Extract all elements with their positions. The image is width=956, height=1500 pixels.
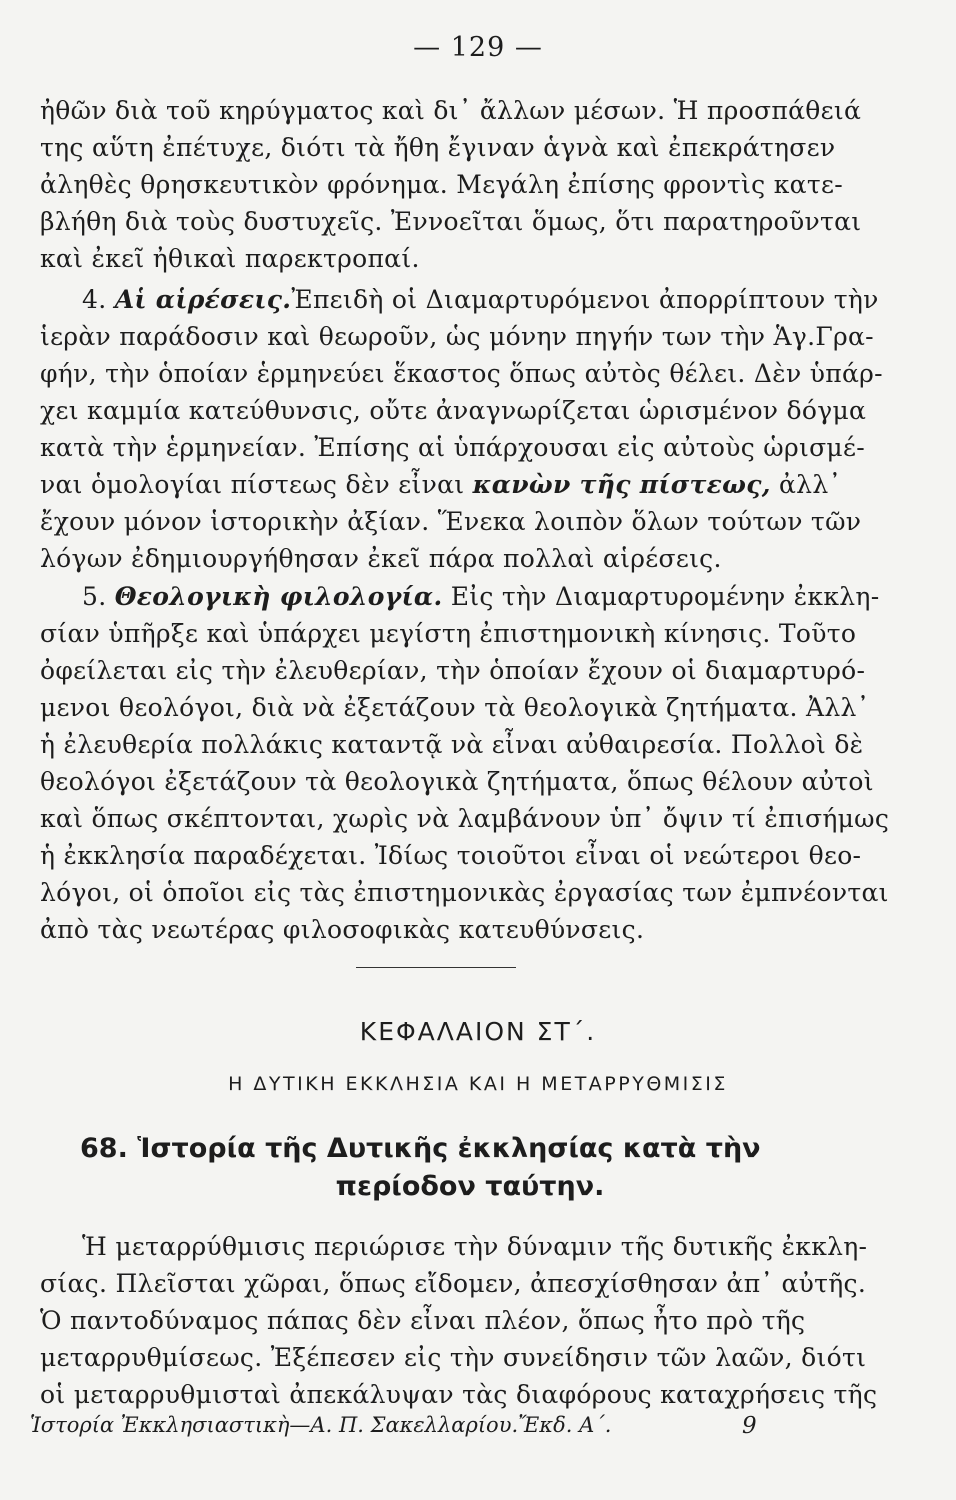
text-line: κατὰ τὴν ἑρμηνείαν. Ἐπίσης αἱ ὑπάρχουσαι εἰς αὐτοὺς ὡρισμέ- [40, 433, 865, 462]
emphasis: κανὼν τῆς πίστεως, [472, 470, 771, 499]
text-line: Ὁ παντοδύναμος πάπας δὲν εἶναι πλέον, ὅπως ἦτο πρὸ τῆς [40, 1306, 806, 1335]
text-line [40, 466, 842, 503]
chapter-title: Η ΔΥΤΙΚΗ ΕΚΚΛΗΣΙΑ ΚΑΙ Η ΜΕΤΑΡΡΥΘΜΙΣΙΣ [228, 1073, 728, 1095]
text-run: ἀλλ᾿ [770, 470, 842, 499]
text-line: ἠθῶν διὰ τοῦ κηρύγματος καὶ δι᾿ ἄλλων μέσων. Ἡ προσπάθειά [40, 96, 862, 125]
paragraph-continued [40, 92, 862, 277]
item-4-heresies [40, 281, 883, 577]
text-line: ἡ ἐκκλησία παραδέχεται. Ἰδίως τοιοῦτοι εἶναι οἱ νεώτεροι θεο- [40, 841, 862, 870]
text-line: μεταρρυθμίσεως. Ἐξέπεσεν εἰς τὴν συνείδησιν τῶν λαῶν, διότι [40, 1343, 867, 1372]
item-5-first-line [40, 578, 880, 615]
book-citation: Ἱστορία Ἐκκλησιαστικὴ—Α. Π. Σακελλαρίου.Ἔκδ. Α΄. [30, 1413, 612, 1437]
text-line: μενοι θεολόγοι, διὰ νὰ ἐξετάζουν τὰ θεολογικὰ ζητήματα. Ἀλλ᾿ [40, 693, 870, 722]
text-line: ἀπὸ τὰς νεωτέρας φιλοσοφικὰς κατευθύνσεις. [40, 915, 645, 944]
text-line: ἡ ἐλευθερία πολλάκις καταντᾷ νὰ εἶναι αὐθαιρεσία. Πολλοὶ δὲ [40, 730, 864, 759]
text-line: βλήθη διὰ τοὺς δυστυχεῖς. Ἐννοεῖται ὅμως, ὅτι παρατηροῦνται [40, 207, 862, 236]
run-in-heading: Θεολογικὴ φιλολογία. [114, 582, 443, 611]
item-number: 5. [82, 582, 107, 611]
text-line: σίαν ὑπῆρξε καὶ ὑπάρχει μεγίστη ἐπιστημονικὴ κίνησις. Τοῦτο [40, 619, 857, 648]
section-divider [356, 967, 516, 968]
text-line: λόγων ἐδημιουργήθησαν ἐκεῖ πάρα πολλαὶ αἱρέσεις. [40, 544, 722, 573]
text-line: Ἡ μεταρρύθμισις περιώρισε τὴν δύναμιν τῆς δυτικῆς ἐκκλη- [82, 1232, 868, 1261]
text-line: ἔχουν μόνον ἱστορικὴν ἀξίαν. Ἕνεκα λοιπὸν ὅλων τούτων τῶν [40, 507, 862, 536]
section-title-line-1: Ἱστορία τῆς Δυτικῆς ἐκκλησίας κατὰ τὴν [137, 1133, 761, 1164]
page-number: — 129 — [413, 32, 543, 63]
footer-line [30, 1413, 820, 1437]
text-line: σίας. Πλεῖσται χῶραι, ὅπως εἴδομεν, ἀπεσχίσθησαν ἀπ᾿ αὐτῆς. [40, 1269, 867, 1298]
text-line: χει καμμία κατεύθυνσις, οὔτε ἀναγνωρίζεται ὡρισμένον δόγμα [40, 396, 867, 425]
paragraph-reformation [40, 1228, 878, 1413]
section-heading [80, 1130, 840, 1206]
text-line: ἱερὰν παράδοσιν καὶ θεωροῦν, ὡς μόνην πηγήν των τὴν Ἁγ.Γρα- [40, 322, 874, 351]
text-line: οἱ μεταρρυθμισταὶ ἀπεκάλυψαν τὰς διαφόρους καταχρήσεις τῆς [40, 1380, 878, 1409]
item-number: 4. [82, 285, 107, 314]
text-line: φήν, τὴν ὁποίαν ἑρμηνεύει ἕκαστος ὅπως αὐτὸς θέλει. Δὲν ὑπάρ- [40, 359, 883, 388]
section-number: 68. [80, 1133, 128, 1164]
section-title-line-2: περίοδον ταύτην. [335, 1171, 605, 1202]
signature-mark: 9 [742, 1413, 757, 1439]
text-line: ἀληθὲς θρησκευτικὸν φρόνημα. Μεγάλη ἐπίσης φροντὶς κατε- [40, 170, 843, 199]
text-run: ναι ὁμολογίαι πίστεως δὲν εἶναι [40, 470, 473, 499]
chapter-label: ΚΕΦΑΛΑΙΟΝ ΣΤ΄. [359, 1017, 597, 1046]
text-run: Εἰς τὴν Διαμαρτυρομένην ἐκκλη- [442, 582, 880, 611]
text-line: θεολόγοι ἐξετάζουν τὰ θεολογικὰ ζητήματα, ὅπως θέλουν αὐτοὶ [40, 767, 874, 796]
text-line: της αὕτη ἐπέτυχε, διότι τὰ ἤθη ἔγιναν ἁγνὰ καὶ ἐπεκράτησεν [40, 133, 836, 162]
item-5-theological-literature [40, 578, 890, 948]
text-line: καὶ ἐκεῖ ἠθικαὶ παρεκτροπαί. [40, 244, 420, 273]
text-line: καὶ ὅπως σκέπτονται, χωρὶς νὰ λαμβάνουν ὑπ᾿ ὄψιν τί ἐπισήμως [40, 804, 890, 833]
run-in-heading: Αἱ αἱρέσεις. [114, 285, 292, 314]
text-line: ὀφείλεται εἰς τὴν ἐλευθερίαν, τὴν ὁποίαν ἔχουν οἱ διαμαρτυρό- [40, 656, 866, 685]
item-4-first-line [40, 281, 879, 318]
text-line: λόγοι, οἱ ὁποῖοι εἰς τὰς ἐπιστημονικὰς ἐργασίας των ἐμπνέονται [40, 878, 889, 907]
text-run: Ἐπειδὴ οἱ Διαμαρτυρόμενοι ἀπορρίπτουν τὴν [291, 285, 879, 314]
